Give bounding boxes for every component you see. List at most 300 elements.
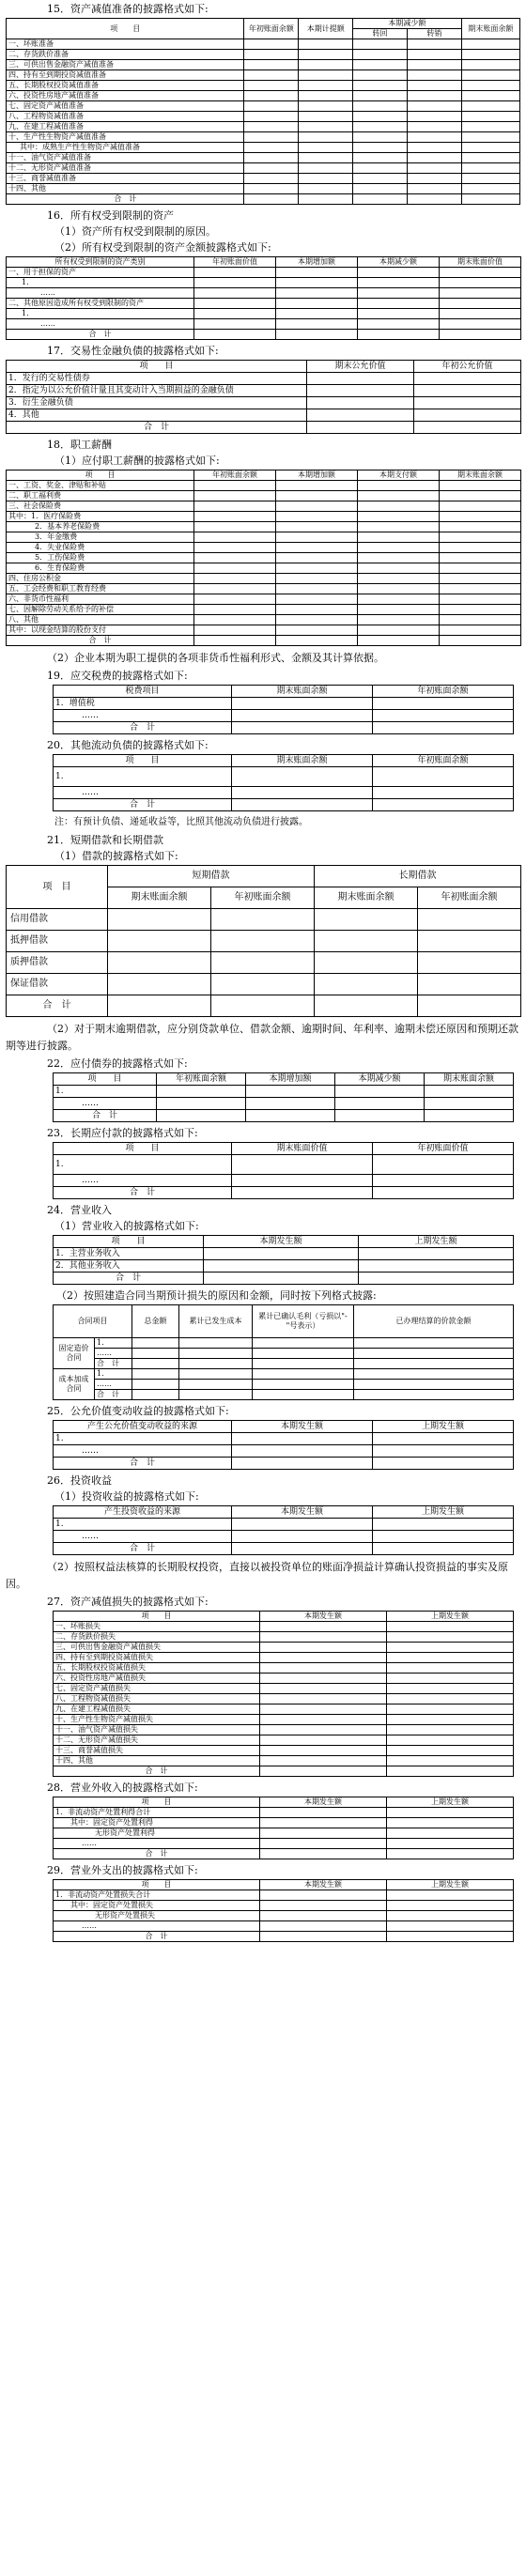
- row-label-cell: 合 计: [54, 1110, 157, 1122]
- value-cell: [260, 1622, 387, 1632]
- section-16-p1: （1）资产所有权受到限制的原因。: [54, 225, 216, 238]
- value-cell: [179, 1380, 253, 1390]
- value-cell: [299, 112, 353, 122]
- table-row: [54, 1260, 514, 1273]
- value-cell: [440, 605, 521, 615]
- row-label-cell: 二、其他原因造成所有权受到限制的资产: [7, 299, 194, 309]
- value-cell: [194, 532, 276, 543]
- value-cell: [299, 153, 353, 163]
- table-row: [54, 1653, 514, 1663]
- section-20-heading: 20．其他流动负债的披露格式如下:: [47, 739, 209, 751]
- row-label-cell: 其中：固定资产处置损失: [54, 1901, 260, 1911]
- value-cell: [299, 122, 353, 132]
- column-header: 本期增加额: [246, 1073, 335, 1086]
- value-cell: [354, 1349, 514, 1359]
- value-cell: [461, 194, 519, 205]
- value-cell: [315, 909, 418, 931]
- value-cell: [157, 1086, 246, 1098]
- value-cell: [232, 698, 373, 710]
- row-label-cell: 其中：1．医疗保险费: [7, 512, 194, 522]
- row-label-cell: 1．主营业务收入: [54, 1248, 204, 1260]
- value-cell: [461, 39, 519, 50]
- value-cell: [194, 625, 276, 636]
- value-cell: [194, 330, 276, 340]
- row-label-cell: 四、住房公积金: [7, 574, 194, 584]
- value-cell: [260, 1808, 387, 1818]
- value-cell: [260, 1694, 387, 1704]
- table-row: [54, 1674, 514, 1684]
- value-cell: [276, 584, 358, 594]
- impairment-reserve-table: [6, 18, 520, 205]
- employee-compensation-table: [6, 470, 521, 646]
- value-cell: [244, 153, 299, 163]
- value-cell: [194, 584, 276, 594]
- value-cell: [461, 60, 519, 70]
- value-cell: [387, 1663, 514, 1674]
- value-cell: [373, 1531, 514, 1543]
- value-cell: [132, 1359, 179, 1369]
- row-label-cell: 六、投资性房地产减值损失: [54, 1674, 260, 1684]
- value-cell: [407, 132, 461, 143]
- table-row: [54, 1369, 514, 1380]
- row-label-cell: 九、在建工程减值损失: [54, 1704, 260, 1715]
- value-cell: [440, 636, 521, 646]
- table-row: [7, 278, 521, 288]
- value-cell: [260, 1901, 387, 1911]
- value-cell: [260, 1632, 387, 1643]
- row-label-cell: 八、工程物资减值损失: [54, 1694, 260, 1704]
- row-label-cell: 无形资产处置利得: [54, 1828, 260, 1839]
- value-cell: [440, 594, 521, 605]
- row-label-cell: 1.: [54, 1086, 157, 1098]
- row-label-cell: 合 计: [95, 1359, 132, 1369]
- table-row: [54, 1359, 514, 1369]
- table-row: [7, 522, 521, 532]
- value-cell: [461, 163, 519, 174]
- row-label-cell: 合 计: [54, 722, 232, 734]
- value-cell: [276, 299, 358, 309]
- value-cell: [461, 132, 519, 143]
- value-cell: [407, 70, 461, 81]
- value-cell: [157, 1098, 246, 1110]
- value-cell: [232, 722, 373, 734]
- section-15-heading: 15．资产减值准备的披露格式如下:: [47, 3, 209, 15]
- value-cell: [461, 50, 519, 60]
- column-header: 期末账面余额: [232, 755, 373, 767]
- value-cell: [307, 409, 414, 422]
- value-cell: [358, 268, 440, 278]
- total-row: [7, 422, 521, 434]
- bonds-payable-table: [53, 1072, 514, 1122]
- column-header: 本期发生额: [232, 1506, 373, 1519]
- value-cell: [353, 91, 408, 101]
- section-19-heading: 19．应交税费的披露格式如下:: [47, 670, 188, 682]
- value-cell: [260, 1756, 387, 1766]
- value-cell: [132, 1338, 179, 1349]
- value-cell: [179, 1359, 253, 1369]
- value-cell: [194, 636, 276, 646]
- value-cell: [232, 1543, 373, 1555]
- value-cell: [194, 512, 276, 522]
- table-row: [54, 1086, 514, 1098]
- value-cell: [440, 543, 521, 553]
- section-21-p2: （2）对于期末逾期借款，应分别贷款单位、借款金额、逾期时间、年利率、逾期未偿还原因和预期还款期等进行披露。: [6, 1023, 518, 1052]
- value-cell: [440, 268, 521, 278]
- row-label-cell: ……: [7, 319, 194, 330]
- value-cell: [194, 574, 276, 584]
- value-cell: [276, 574, 358, 584]
- total-row: [7, 995, 521, 1017]
- col-header-writeoff: 转销: [407, 29, 461, 39]
- column-header: 已办理结算的价款金额: [354, 1305, 514, 1338]
- table-row: [54, 710, 514, 722]
- section-23-heading: 23．长期应付款的披露格式如下:: [47, 1127, 198, 1139]
- total-row: [54, 1932, 514, 1942]
- value-cell: [194, 278, 276, 288]
- value-cell: [244, 101, 299, 112]
- column-header: 本期减少额: [335, 1073, 425, 1086]
- table-row: [54, 1921, 514, 1932]
- section-18-p1: （1）应付职工薪酬的披露格式如下:: [54, 455, 220, 467]
- value-cell: [407, 184, 461, 194]
- row-label-cell: 一、坏账损失: [54, 1622, 260, 1632]
- total-row: [54, 1110, 514, 1122]
- value-cell: [358, 532, 440, 543]
- value-cell: [260, 1735, 387, 1746]
- row-label-cell: 其中：成熟生产性生物资产减值准备: [7, 143, 244, 153]
- column-header: 合同项目: [54, 1305, 132, 1338]
- row-label-cell: 1．发行的交易性债券: [7, 373, 307, 385]
- row-label-cell: 合 计: [54, 1458, 232, 1470]
- row-label-cell: 合 计: [54, 1273, 204, 1285]
- total-row: [54, 1849, 514, 1859]
- table-row: [54, 1380, 514, 1390]
- value-cell: [244, 60, 299, 70]
- value-cell: [387, 1921, 514, 1932]
- row-label-cell: 4．失业保险费: [7, 543, 194, 553]
- total-row: [54, 1458, 514, 1470]
- value-cell: [260, 1746, 387, 1756]
- value-cell: [244, 70, 299, 81]
- column-header: 年初账面余额: [157, 1073, 246, 1086]
- value-cell: [358, 563, 440, 574]
- table-row: [7, 112, 520, 122]
- row-label-cell: 九、在建工程减值准备: [7, 122, 244, 132]
- value-cell: [315, 931, 418, 952]
- row-label-cell: 1.: [95, 1369, 132, 1380]
- value-cell: [461, 112, 519, 122]
- value-cell: [244, 194, 299, 205]
- row-label-cell: 六、投资性房地产减值准备: [7, 91, 244, 101]
- table-row: [7, 70, 520, 81]
- value-cell: [194, 309, 276, 319]
- table-row: [54, 1704, 514, 1715]
- column-header: 本期减少额: [358, 257, 440, 268]
- value-cell: [315, 995, 418, 1017]
- value-cell: [407, 174, 461, 184]
- value-cell: [194, 522, 276, 532]
- table-row: [7, 594, 521, 605]
- value-cell: [354, 1390, 514, 1400]
- value-cell: [194, 299, 276, 309]
- value-cell: [387, 1756, 514, 1766]
- value-cell: [108, 952, 211, 974]
- table-row: [7, 543, 521, 553]
- value-cell: [353, 50, 408, 60]
- value-cell: [260, 1704, 387, 1715]
- table-row: [54, 1519, 514, 1531]
- value-cell: [276, 268, 358, 278]
- value-cell: [358, 330, 440, 340]
- column-header: 项 目: [54, 1612, 260, 1622]
- value-cell: [260, 1839, 387, 1849]
- value-cell: [354, 1359, 514, 1369]
- table-row: [7, 39, 520, 50]
- total-row: [7, 330, 521, 340]
- value-cell: [373, 1155, 514, 1175]
- value-cell: [440, 625, 521, 636]
- column-header: 项 目: [7, 361, 307, 373]
- value-cell: [253, 1390, 354, 1400]
- value-cell: [353, 174, 408, 184]
- row-label-cell: 十三、商誉减值损失: [54, 1746, 260, 1756]
- column-header: 年初账面价值: [373, 1143, 514, 1155]
- value-cell: [299, 184, 353, 194]
- value-cell: [204, 1260, 359, 1273]
- value-cell: [246, 1086, 335, 1098]
- value-cell: [387, 1735, 514, 1746]
- table-row: [54, 1663, 514, 1674]
- value-cell: [307, 397, 414, 409]
- value-cell: [157, 1110, 246, 1122]
- section-18-heading: 18．职工薪酬: [47, 439, 112, 451]
- investment-income-table: [53, 1505, 514, 1555]
- column-header: 本期发生额: [204, 1236, 359, 1248]
- value-cell: [299, 163, 353, 174]
- table-row: [7, 974, 521, 995]
- section-18-p2: （2）企业本期为职工提供的各项非货币性福利形式、金额及其计算依据。: [47, 652, 384, 664]
- value-cell: [253, 1359, 354, 1369]
- value-cell: [276, 594, 358, 605]
- value-cell: [232, 710, 373, 722]
- table-row: [54, 1694, 514, 1704]
- column-header: 累计已发生成本: [179, 1305, 253, 1338]
- value-cell: [132, 1369, 179, 1380]
- value-cell: [244, 143, 299, 153]
- value-cell: [299, 132, 353, 143]
- value-cell: [204, 1248, 359, 1260]
- table-row: [7, 385, 521, 397]
- value-cell: [276, 625, 358, 636]
- value-cell: [387, 1694, 514, 1704]
- value-cell: [260, 1643, 387, 1653]
- value-cell: [276, 553, 358, 563]
- value-cell: [407, 91, 461, 101]
- value-cell: [194, 491, 276, 501]
- non-operating-income-table: [53, 1797, 514, 1859]
- value-cell: [353, 112, 408, 122]
- section-17-heading: 17．交易性金融负债的披露格式如下:: [47, 345, 219, 357]
- value-cell: [354, 1369, 514, 1380]
- value-cell: [276, 309, 358, 319]
- column-header: 项 目: [54, 755, 232, 767]
- value-cell: [461, 122, 519, 132]
- row-label-cell: 2．其他业务收入: [54, 1260, 204, 1273]
- row-label-cell: ……: [54, 710, 232, 722]
- value-cell: [440, 584, 521, 594]
- table-row: [54, 1684, 514, 1694]
- row-label-cell: 1．非流动资产处置损失合计: [54, 1890, 260, 1901]
- section-24-p1: （1）营业收入的披露格式如下:: [54, 1220, 199, 1232]
- value-cell: [387, 1932, 514, 1942]
- value-cell: [440, 615, 521, 625]
- value-cell: [232, 767, 373, 787]
- row-label-cell: 一、用于担保的资产: [7, 268, 194, 278]
- value-cell: [353, 39, 408, 50]
- value-cell: [353, 101, 408, 112]
- row-label-cell: 1.: [54, 1433, 232, 1445]
- value-cell: [373, 1458, 514, 1470]
- column-header: 本期发生额: [260, 1612, 387, 1622]
- section-27-heading: 27．资产减值损失的披露格式如下:: [47, 1596, 209, 1608]
- section-26-heading: 26．投资收益: [47, 1474, 112, 1487]
- section-20-note: 注：有预计负债、递延收益等，比照其他流动负债进行披露。: [54, 817, 308, 827]
- value-cell: [232, 799, 373, 811]
- table-row: [7, 397, 521, 409]
- table-row: [54, 787, 514, 799]
- table-row: [54, 1715, 514, 1725]
- value-cell: [461, 174, 519, 184]
- row-label-cell: 1.: [54, 1519, 232, 1531]
- value-cell: [108, 995, 211, 1017]
- value-cell: [108, 974, 211, 995]
- table-row: [54, 1725, 514, 1735]
- value-cell: [407, 153, 461, 163]
- value-cell: [358, 584, 440, 594]
- table-row: [7, 50, 520, 60]
- column-header: 期末账面余额: [425, 1073, 514, 1086]
- table-row: [54, 1248, 514, 1260]
- value-cell: [276, 615, 358, 625]
- table-row: [7, 532, 521, 543]
- total-row: [7, 194, 520, 205]
- table-row: [7, 309, 521, 319]
- impairment-loss-table: [53, 1611, 514, 1777]
- column-header: 年初公允价值: [414, 361, 521, 373]
- table-row: [7, 81, 520, 91]
- value-cell: [353, 153, 408, 163]
- section-16-p2: （2）所有权受到限制的资产金额披露格式如下:: [54, 241, 271, 254]
- value-cell: [387, 1684, 514, 1694]
- row-label-cell: 十三、商誉减值准备: [7, 174, 244, 184]
- col-header-closing: 期末账面余额: [461, 19, 519, 39]
- row-label-cell: 二、存货跌价准备: [7, 50, 244, 60]
- value-cell: [211, 974, 315, 995]
- row-label-cell: 合 计: [54, 1543, 232, 1555]
- column-header: 期末账面余额: [315, 887, 418, 909]
- row-label-cell: 六、非货币性福利: [7, 594, 194, 605]
- row-label-cell: 2．指定为以公允价值计量且其变动计入当期损益的金融负债: [7, 385, 307, 397]
- row-label-cell: 一、坏账准备: [7, 39, 244, 50]
- long-term-payables-table: [53, 1142, 514, 1199]
- cost-plus-contract-group: 成本加成合同: [54, 1369, 95, 1400]
- value-cell: [407, 143, 461, 153]
- value-cell: [276, 522, 358, 532]
- row-label-cell: 十、生产性生物资产减值损失: [54, 1715, 260, 1725]
- value-cell: [414, 409, 521, 422]
- column-header: 上期发生额: [373, 1421, 514, 1433]
- value-cell: [358, 319, 440, 330]
- column-header: 上期发生额: [387, 1880, 514, 1890]
- row-label-cell: 一、工资、奖金、津贴和补贴: [7, 481, 194, 491]
- value-cell: [358, 481, 440, 491]
- row-label-cell: 合 计: [54, 1766, 260, 1777]
- row-label-cell: 1．非流动资产处置利得合计: [54, 1808, 260, 1818]
- value-cell: [440, 574, 521, 584]
- value-cell: [244, 132, 299, 143]
- table-row: [7, 553, 521, 563]
- table-row: [7, 574, 521, 584]
- value-cell: [440, 299, 521, 309]
- column-header: 所有权受到限制的资产类别: [7, 257, 194, 268]
- row-label-cell: 十四、其他: [7, 184, 244, 194]
- value-cell: [179, 1338, 253, 1349]
- non-operating-expense-table: [53, 1879, 514, 1942]
- value-cell: [407, 50, 461, 60]
- column-header: 短期借款: [108, 866, 315, 887]
- value-cell: [358, 605, 440, 615]
- table-row: [7, 174, 520, 184]
- table-row: [54, 1098, 514, 1110]
- value-cell: [414, 422, 521, 434]
- section-29-heading: 29．营业外支出的披露格式如下:: [47, 1864, 198, 1876]
- row-label-cell: 四、持有至到期投资减值准备: [7, 70, 244, 81]
- value-cell: [299, 50, 353, 60]
- value-cell: [132, 1349, 179, 1359]
- value-cell: [407, 163, 461, 174]
- value-cell: [358, 278, 440, 288]
- value-cell: [358, 501, 440, 512]
- row-label-cell: 其中：固定资产处置利得: [54, 1818, 260, 1828]
- table-row: [54, 1839, 514, 1849]
- table-row: [54, 1531, 514, 1543]
- table-row: [54, 1890, 514, 1901]
- value-cell: [253, 1349, 354, 1359]
- column-header: 产生公允价值变动收益的来源: [54, 1421, 232, 1433]
- row-label-cell: 七、固定资产减值损失: [54, 1684, 260, 1694]
- table-row: [54, 1818, 514, 1828]
- column-header: 长期借款: [315, 866, 521, 887]
- construction-contracts-table: [53, 1304, 514, 1400]
- value-cell: [299, 81, 353, 91]
- value-cell: [276, 563, 358, 574]
- section-24-heading: 24．营业收入: [47, 1204, 112, 1216]
- value-cell: [299, 39, 353, 50]
- table-row: [7, 288, 521, 299]
- column-header: 年初账面余额: [418, 887, 521, 909]
- table-row: [7, 952, 521, 974]
- value-cell: [211, 909, 315, 931]
- value-cell: [232, 1175, 373, 1187]
- value-cell: [387, 1632, 514, 1643]
- value-cell: [354, 1338, 514, 1349]
- table-row: [54, 1746, 514, 1756]
- row-label-cell: ……: [95, 1380, 132, 1390]
- value-cell: [276, 605, 358, 615]
- table-row: [7, 299, 521, 309]
- value-cell: [276, 319, 358, 330]
- table-row: [54, 1338, 514, 1349]
